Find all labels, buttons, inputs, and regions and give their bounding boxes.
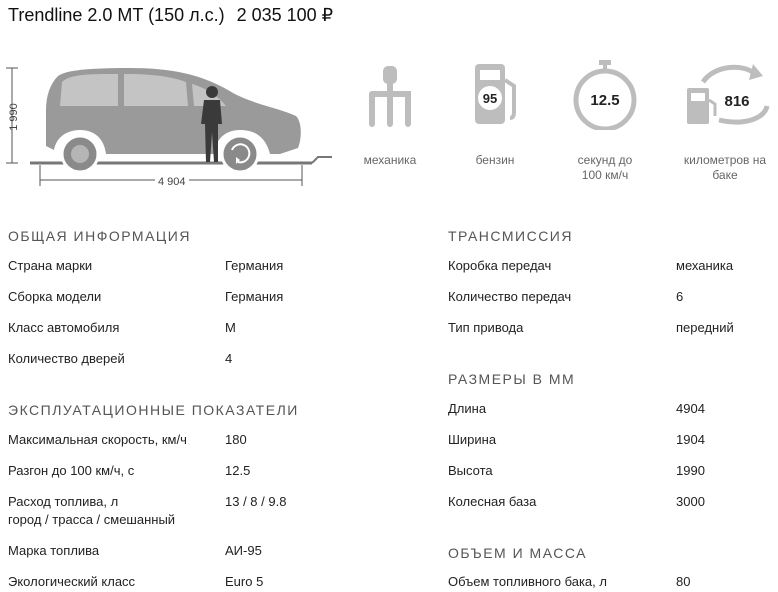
general-row-label: Количество дверей [8,351,125,366]
fuel-spec [460,60,530,167]
acceleration-spec [565,60,645,182]
performance-row-value: 12.5 [225,463,251,478]
performance-row-value: 180 [225,432,247,447]
fuel-range-icon [675,60,775,130]
sizes-row-label: Ширина [448,432,497,447]
range-spec [675,60,775,182]
acceleration-caption-1: секунд до [577,153,633,167]
performance-row-label: Экологический класс [8,574,136,589]
performance-row-value: 13 / 8 / 9.8 [225,494,287,509]
sizes-row-value: 1990 [676,463,705,478]
fuel-consumption-label: Расход топлива, л [8,494,119,509]
transmission-row-label: Количество передач [448,289,572,304]
sizes-row-value: 1904 [676,432,705,447]
performance-row-label: Максимальная скорость, км/ч [8,432,187,447]
stopwatch-icon [565,60,645,130]
volume-row-label: Объем топливного бака, л [448,574,607,589]
fuel-caption: бензин [475,153,515,167]
fuel-pump-icon [460,60,530,130]
gear-shift-icon [350,60,430,130]
transmission-row-value: 6 [676,289,684,304]
general-row-label: Класс автомобиля [8,320,120,335]
price: 2 035 100 ₽ [236,5,334,25]
height-label: 1 990 [8,103,20,131]
volume-row-value: 80 [676,574,691,589]
transmission-spec [350,60,430,167]
section-title-sizes: РАЗМЕРЫ В ММ [448,371,576,387]
section-title-performance: ЭКСПЛУАТАЦИОННЫЕ ПОКАЗАТЕЛИ [8,402,299,418]
transmission-caption: механика [363,153,417,167]
general-row-value: 4 [225,351,233,366]
section-title-general: ОБЩАЯ ИНФОРМАЦИЯ [8,228,191,244]
acceleration-caption-2: 100 км/ч [581,168,629,182]
section-title-transmission: ТРАНСМИССИЯ [448,228,573,244]
general-row-value: M [225,320,236,335]
fuel-octane-text: 95 [482,91,498,106]
height-dimension [8,70,24,170]
sizes-row-label: Колесная база [448,494,537,509]
performance-row-label: Марка топлива [8,543,100,558]
general-row-label: Страна марки [8,258,93,273]
model-name: Trendline 2.0 MT (150 л.с.) [8,5,225,25]
transmission-row-value: передний [676,320,734,335]
transmission-row-label: Коробка передач [448,258,552,273]
performance-row-label [8,494,175,527]
range-caption-1: километров на [683,153,767,167]
sizes-row-value: 4904 [676,401,705,416]
general-row-label: Сборка модели [8,289,102,304]
range-value-text: 816 [724,93,750,110]
sizes-row-label: Высота [448,463,493,478]
transmission-row-label: Тип привода [448,320,524,335]
performance-row-value: АИ-95 [225,543,262,558]
general-row-value: Германия [225,258,284,273]
fuel-consumption-sublabel: город / трасса / смешанный [8,512,176,527]
transmission-row-value: механика [676,258,734,273]
acceleration-value-text: 12.5 [590,92,620,109]
page-title [8,5,333,26]
range-caption-2: баке [712,168,738,182]
section-title-volume: ОБЪЕМ И МАССА [448,545,587,561]
performance-row-value: Euro 5 [225,574,264,589]
length-label: 4 904 [155,176,189,188]
general-row-value: Германия [225,289,284,304]
car-silhouette-illustration [0,60,340,190]
performance-row-label: Разгон до 100 км/ч, с [8,463,135,478]
sizes-row-value: 3000 [676,494,705,509]
sizes-row-label: Длина [448,401,487,416]
